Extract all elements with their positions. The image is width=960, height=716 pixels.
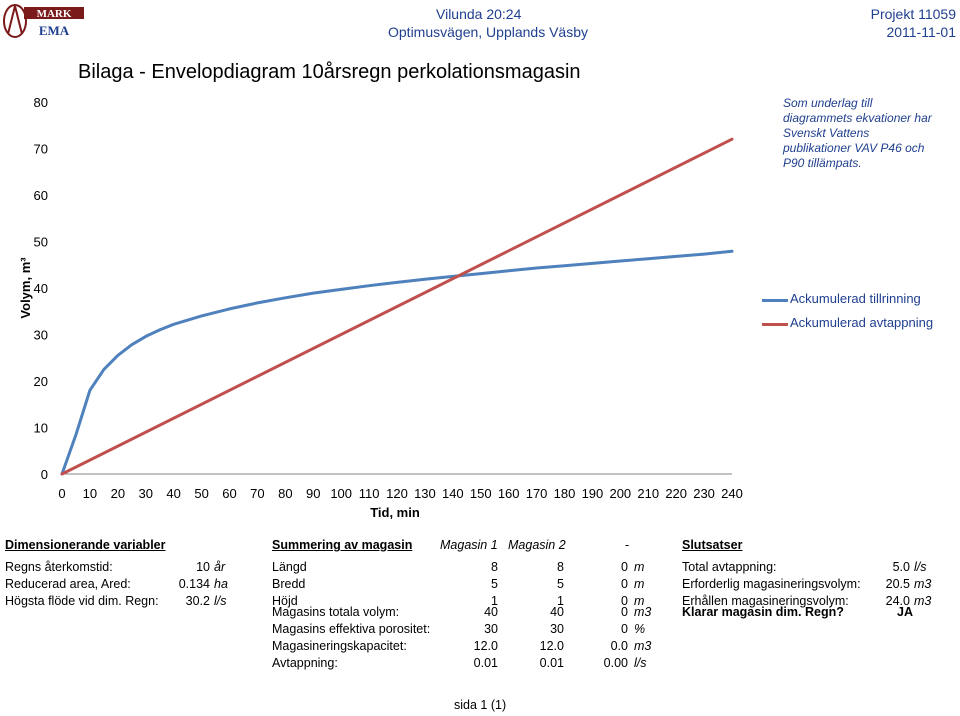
summary-row-m3: 0 [621, 560, 628, 574]
y-tick-label: 30 [33, 327, 48, 343]
x-tick-label: 110 [358, 486, 380, 501]
header-date: 2011-11-01 [886, 24, 956, 40]
chart-note: Som underlag till diagrammets ekvationer har Svenskt Vattens publikationer VAV P46 och P90 tillämpats. [783, 96, 932, 170]
concl-result-value: JA [897, 605, 913, 619]
var-unit-3: l/s [214, 594, 227, 608]
concl-unit-1: l/s [914, 560, 927, 574]
summary-row-m1: 1 [491, 594, 498, 608]
x-tick-label: 10 [82, 486, 98, 501]
summary-row-label: Höjd [272, 594, 298, 608]
x-tick-label: 150 [469, 486, 492, 501]
summary-row-m3: 0 [621, 622, 628, 636]
x-axis-title: Tid, min [370, 505, 420, 520]
x-tick-label: 240 [721, 486, 743, 501]
x-tick-label: 180 [553, 486, 576, 501]
y-tick-label: 80 [33, 95, 48, 110]
summary-row-m3: 0 [621, 605, 628, 619]
x-tick-label: 210 [637, 486, 660, 501]
var-label-1: Regns återkomstid: [5, 560, 113, 574]
summary-row-unit: m3 [634, 605, 652, 619]
summary-heading: Summering av magasin [272, 538, 413, 552]
summary-row-label: Magasineringskapacitet: [272, 639, 407, 653]
summary-row-m2: 5 [557, 577, 564, 591]
summary-row-m3: 0 [621, 594, 628, 608]
concl-value-2: 20.5 [885, 577, 910, 591]
y-tick-label: 70 [33, 141, 48, 157]
summary-row-unit: m [634, 577, 645, 591]
y-tick-label: 50 [33, 234, 48, 250]
variables-heading: Dimensionerande variabler [5, 538, 166, 552]
summary-row-m2: 12.0 [539, 639, 564, 653]
summary-row-unit: l/s [634, 656, 647, 670]
series-line-avtappning [62, 139, 732, 474]
logo-bottom-text: EMA [38, 23, 70, 38]
x-tick-label: 80 [278, 486, 293, 501]
summary-row-unit: m [634, 594, 645, 608]
x-tick-label: 220 [665, 486, 688, 501]
x-tick-label: 90 [306, 486, 321, 501]
x-tick-label: 170 [525, 486, 548, 501]
y-tick-label: 10 [33, 420, 48, 436]
concl-value-1: 5.0 [892, 560, 910, 574]
var-unit-2: ha [214, 577, 228, 591]
legend-label-tillrinning: Ackumulerad tillrinning [790, 291, 921, 306]
summary-row-unit: m3 [634, 639, 652, 653]
var-label-2: Reducerad area, Ared: [5, 577, 131, 591]
conclusions-heading: Slutsatser [682, 538, 743, 552]
legend-swatch-blue [762, 299, 788, 302]
x-tick-label: 140 [441, 486, 464, 501]
summary-row-m2: 0.01 [539, 656, 564, 670]
summary-row-m1: 12.0 [473, 639, 498, 653]
concl-result-label: Klarar magasin dim. Regn? [682, 605, 844, 619]
summary-row-m3: 0.00 [603, 656, 628, 670]
summary-row-m2: 1 [557, 594, 564, 608]
summary-row-unit: m [634, 560, 645, 574]
header-site: Vilunda 20:24 [436, 6, 522, 22]
x-tick-label: 190 [581, 486, 604, 501]
summary-row-m1: 40 [484, 605, 498, 619]
concl-unit-3: m3 [914, 594, 932, 608]
logo-top-text: MARK [36, 8, 72, 20]
summary-row-label: Längd [272, 560, 307, 574]
x-tick-label: 130 [414, 486, 436, 501]
y-tick-label: 0 [40, 467, 48, 482]
x-tick-label: 100 [330, 486, 353, 501]
x-tick-label: 0 [58, 486, 66, 501]
x-tick-label: 40 [166, 486, 181, 501]
var-value-3: 30.2 [185, 594, 210, 608]
summary-row-m2: 40 [550, 605, 564, 619]
summary-col-3: - [625, 538, 630, 552]
concl-value-3: 24.0 [885, 594, 910, 608]
summary-row-m3: 0.0 [610, 639, 628, 653]
x-tick-label: 200 [609, 486, 632, 501]
summary-row-label: Bredd [272, 577, 306, 591]
y-axis-title: Volym, m³ [18, 257, 33, 319]
summary-row-m2: 8 [557, 560, 564, 574]
summary-row-label: Magasins totala volym: [272, 605, 400, 619]
summary-col-magasin2: Magasin 2 [508, 538, 566, 552]
y-tick-label: 60 [33, 188, 48, 203]
x-tick-label: 60 [222, 486, 237, 501]
summary-row-m1: 0.01 [473, 656, 498, 670]
summary-row-label: Avtappning: [272, 656, 338, 670]
concl-label-1: Total avtappning: [682, 560, 777, 574]
legend-swatch-red [762, 323, 788, 326]
concl-unit-2: m3 [914, 577, 932, 591]
summary-row-m1: 8 [491, 560, 498, 574]
concl-label-3: Erhållen magasineringsvolym: [682, 594, 849, 608]
header-address: Optimusvägen, Upplands Väsby [388, 24, 588, 40]
series-line-tillrinning [62, 251, 732, 474]
x-tick-label: 160 [497, 486, 520, 501]
concl-label-2: Erforderlig magasineringsvolym: [682, 577, 861, 591]
summary-row-m1: 5 [491, 577, 498, 591]
summary-row-m2: 30 [550, 622, 564, 636]
x-tick-label: 30 [138, 486, 153, 501]
legend-label-avtappning: Ackumulerad avtappning [790, 315, 934, 330]
var-unit-1: år [214, 560, 226, 574]
page-footer: sida 1 (1) [454, 698, 507, 712]
summary-col-magasin1: Magasin 1 [440, 538, 498, 552]
var-value-1: 10 [196, 560, 210, 574]
x-tick-label: 20 [110, 486, 126, 501]
x-tick-label: 120 [386, 486, 408, 501]
summary-row-m3: 0 [621, 577, 628, 591]
summary-row-m1: 30 [484, 622, 498, 636]
page-title: Bilaga - Envelopdiagram 10årsregn perkolationsmagasin [78, 61, 581, 83]
x-tick-label: 50 [194, 486, 209, 501]
x-tick-label: 230 [693, 486, 715, 501]
x-tick-label: 70 [250, 486, 265, 501]
var-value-2: 0.134 [178, 577, 210, 591]
y-tick-label: 40 [33, 281, 48, 296]
summary-row-label: Magasins effektiva porositet: [272, 622, 431, 636]
var-label-3: Högsta flöde vid dim. Regn: [5, 594, 159, 608]
header-project: Projekt 11059 [870, 6, 956, 22]
y-tick-label: 20 [33, 374, 48, 389]
summary-row-unit: % [634, 622, 646, 636]
